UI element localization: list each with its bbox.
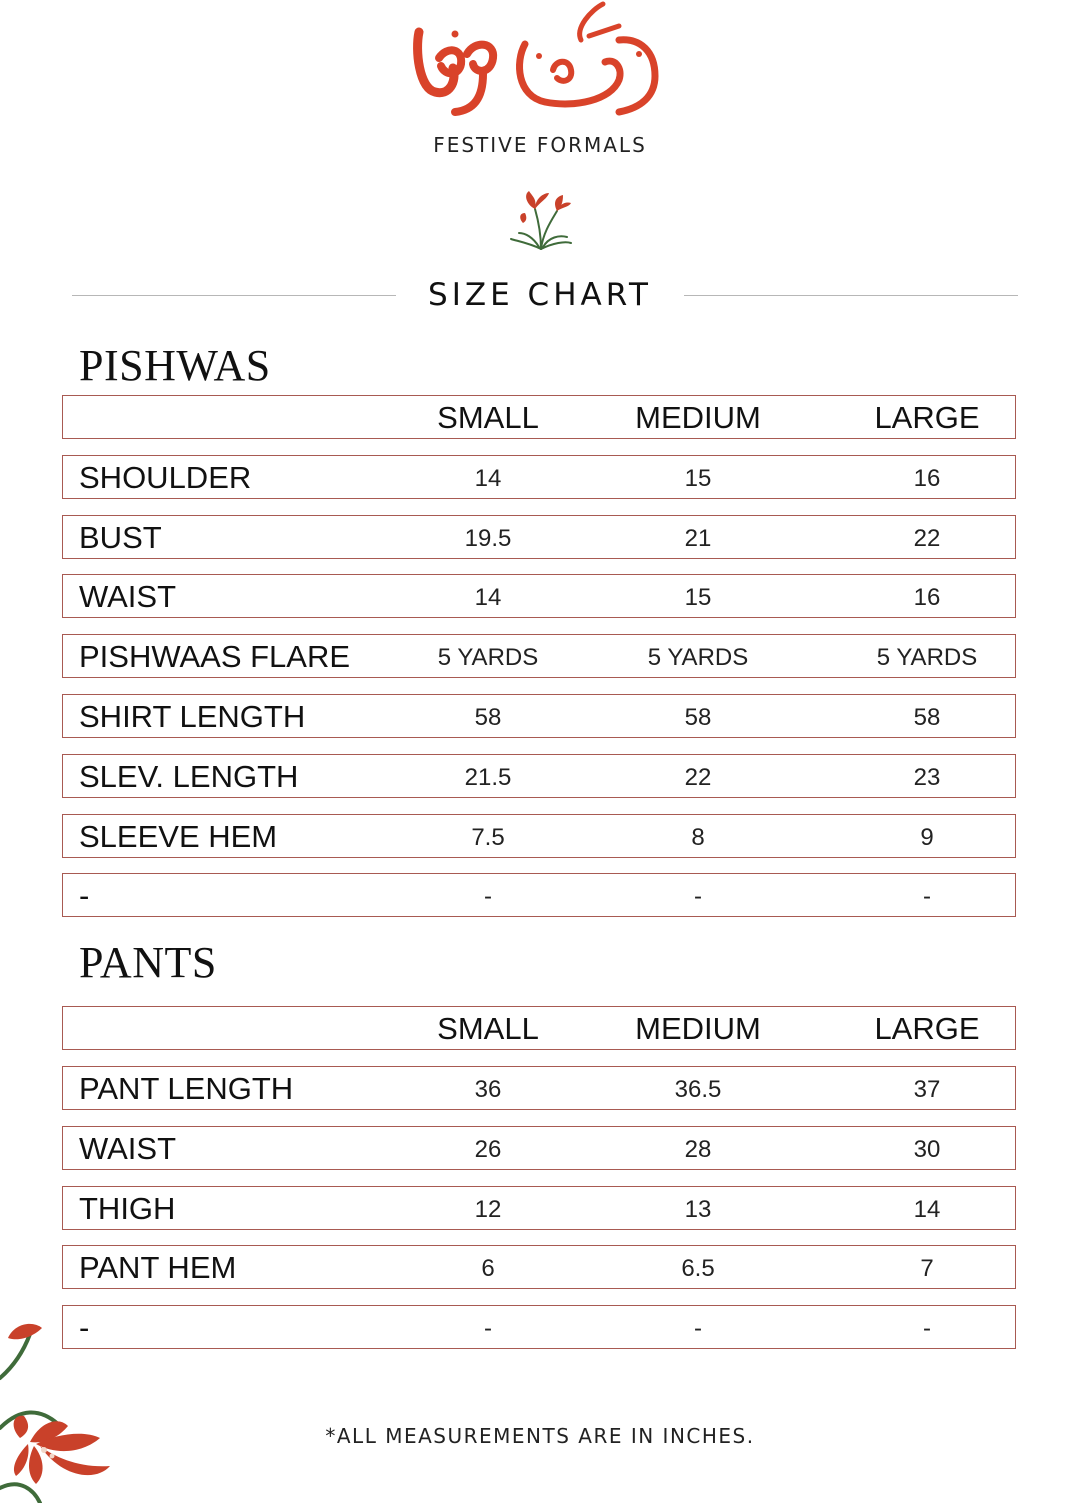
row-label: PANT LENGTH bbox=[79, 1071, 294, 1106]
cell-large: 30 bbox=[913, 1136, 941, 1163]
cell-medium: 5 YARDS bbox=[647, 644, 749, 671]
table-row bbox=[62, 1126, 1016, 1170]
cell-medium: 22 bbox=[684, 764, 712, 791]
cell-medium: 15 bbox=[684, 465, 712, 492]
column-header-small: SMALL bbox=[437, 1011, 539, 1046]
cell-small: 12 bbox=[474, 1196, 502, 1223]
cell-medium: 8 bbox=[691, 824, 705, 851]
cell-medium: 13 bbox=[684, 1196, 712, 1223]
cell-small: - bbox=[484, 1315, 492, 1342]
cell-small: 26 bbox=[474, 1136, 502, 1163]
cell-large: 9 bbox=[920, 824, 934, 851]
table-row bbox=[62, 515, 1016, 559]
cell-large: 22 bbox=[913, 525, 941, 552]
measurement-footnote: *ALL MEASUREMENTS ARE IN INCHES. bbox=[325, 1424, 755, 1448]
lily-flower-icon bbox=[505, 183, 577, 255]
table-row bbox=[62, 754, 1016, 798]
row-label: SLEV. LENGTH bbox=[79, 759, 299, 794]
table-row bbox=[62, 873, 1016, 917]
table-row bbox=[62, 1066, 1016, 1110]
cell-small: 21.5 bbox=[464, 764, 512, 791]
row-label: - bbox=[79, 1310, 90, 1345]
row-label: WAIST bbox=[79, 579, 177, 614]
row-label: WAIST bbox=[79, 1131, 177, 1166]
row-label: SHIRT LENGTH bbox=[79, 699, 306, 734]
cell-medium: 28 bbox=[684, 1136, 712, 1163]
cell-small: 58 bbox=[474, 704, 502, 731]
cell-small: 6 bbox=[481, 1255, 495, 1282]
cell-large: - bbox=[923, 1315, 931, 1342]
cell-small: 36 bbox=[474, 1076, 502, 1103]
row-label: SLEEVE HEM bbox=[79, 819, 278, 854]
table-row bbox=[62, 1186, 1016, 1230]
cell-small: 5 YARDS bbox=[437, 644, 539, 671]
cell-large: 7 bbox=[920, 1255, 934, 1282]
page-title: SIZE CHART bbox=[428, 277, 652, 313]
column-header-medium: MEDIUM bbox=[635, 400, 761, 435]
table-row bbox=[62, 814, 1016, 858]
pishwas-header-row bbox=[62, 395, 1016, 439]
cell-medium: - bbox=[694, 883, 702, 910]
table-row bbox=[62, 574, 1016, 618]
cell-large: 58 bbox=[913, 704, 941, 731]
row-label: PISHWAAS FLARE bbox=[79, 639, 351, 674]
cell-medium: 21 bbox=[684, 525, 712, 552]
size-chart-title-row bbox=[0, 275, 1080, 319]
table-row bbox=[62, 694, 1016, 738]
row-label: THIGH bbox=[79, 1191, 176, 1226]
column-header-small: SMALL bbox=[437, 400, 539, 435]
column-header-large: LARGE bbox=[874, 400, 980, 435]
cell-small: - bbox=[484, 883, 492, 910]
row-label: SHOULDER bbox=[79, 460, 252, 495]
table-row bbox=[62, 1245, 1016, 1289]
cell-large: 23 bbox=[913, 764, 941, 791]
cell-medium: 36.5 bbox=[674, 1076, 722, 1103]
cell-small: 14 bbox=[474, 584, 502, 611]
table-row bbox=[62, 1305, 1016, 1349]
cell-large: 16 bbox=[913, 584, 941, 611]
cell-small: 19.5 bbox=[464, 525, 512, 552]
corner-lily-illustration bbox=[0, 1318, 120, 1503]
table-row bbox=[62, 455, 1016, 499]
cell-medium: 15 bbox=[684, 584, 712, 611]
cell-medium: - bbox=[694, 1315, 702, 1342]
cell-large: 37 bbox=[913, 1076, 941, 1103]
pants-header-row bbox=[62, 1006, 1016, 1050]
row-label: BUST bbox=[79, 520, 162, 555]
column-header-large: LARGE bbox=[874, 1011, 980, 1046]
brand-header bbox=[0, 0, 1080, 170]
cell-medium: 6.5 bbox=[681, 1255, 715, 1282]
title-divider-right bbox=[684, 295, 1018, 296]
pishwas-title: PISHWAS bbox=[79, 341, 271, 390]
row-label: - bbox=[79, 878, 90, 913]
cell-small: 14 bbox=[474, 465, 502, 492]
table-row bbox=[62, 634, 1016, 678]
brand-subtitle: FESTIVE FORMALS bbox=[433, 133, 647, 157]
cell-large: 5 YARDS bbox=[876, 644, 978, 671]
cell-large: - bbox=[923, 883, 931, 910]
column-header-medium: MEDIUM bbox=[635, 1011, 761, 1046]
cell-large: 16 bbox=[913, 465, 941, 492]
row-label: PANT HEM bbox=[79, 1250, 237, 1285]
brand-logo bbox=[405, 0, 675, 125]
cell-medium: 58 bbox=[684, 704, 712, 731]
pants-title: PANTS bbox=[79, 938, 217, 987]
cell-small: 7.5 bbox=[471, 824, 505, 851]
cell-large: 14 bbox=[913, 1196, 941, 1223]
